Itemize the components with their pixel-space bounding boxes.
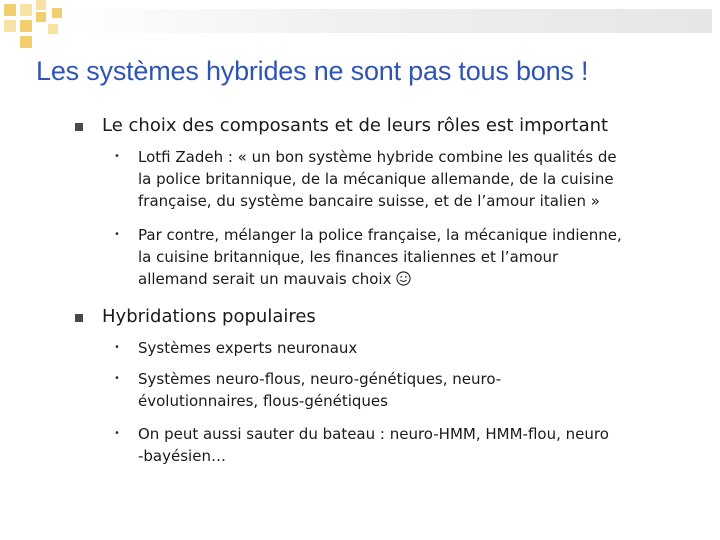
list-item-line bbox=[138, 268, 678, 290]
list-item-line: française, du système bancaire suisse, et de l’amour italien » bbox=[138, 192, 600, 210]
deco-square bbox=[20, 36, 32, 48]
section-heading: Le choix des composants et de leurs rôles est important bbox=[102, 115, 609, 136]
header-decoration bbox=[0, 0, 720, 60]
list-item-line: -bayésien… bbox=[138, 447, 226, 465]
bullet-square-icon bbox=[75, 123, 83, 131]
list-item-line: On peut aussi sauter du bateau : neuro-HMM, HMM-flou, neuro bbox=[138, 425, 609, 443]
bullet-square-icon bbox=[75, 314, 83, 322]
slide-title: Les systèmes hybrides ne sont pas tous bons ! bbox=[36, 56, 589, 86]
deco-square bbox=[4, 4, 16, 16]
list-item-line: Lotfi Zadeh : « un bon système hybride combine les qualités de bbox=[138, 148, 617, 166]
list-item-line: Systèmes neuro-flous, neuro-génétiques, neuro- bbox=[138, 370, 502, 388]
deco-square bbox=[36, 12, 46, 22]
list-item-line: la cuisine britannique, les finances italiennes et l’amour bbox=[138, 248, 559, 266]
bullet-dot-icon: • bbox=[114, 342, 120, 353]
section-heading: Hybridations populaires bbox=[102, 306, 316, 327]
deco-square bbox=[20, 4, 32, 16]
list-item-line: la police britannique, de la mécanique allemande, de la cuisine bbox=[138, 170, 614, 188]
bullet-dot-icon: • bbox=[114, 151, 120, 162]
bullet-dot-icon: • bbox=[114, 373, 120, 384]
list-item-line: Par contre, mélanger la police française, la mécanique indienne, bbox=[138, 226, 622, 244]
bullet-dot-icon: • bbox=[114, 428, 120, 439]
smiley-icon bbox=[396, 271, 411, 286]
list-item bbox=[138, 368, 678, 412]
deco-square bbox=[52, 8, 62, 18]
list-item bbox=[138, 337, 678, 359]
deco-square bbox=[36, 0, 46, 10]
list-item-line-text: allemand serait un mauvais choix bbox=[138, 270, 392, 288]
list-item bbox=[138, 224, 678, 290]
bullet-dot-icon: • bbox=[114, 229, 120, 240]
header-gradient-bar bbox=[62, 9, 712, 33]
list-item bbox=[138, 146, 678, 212]
list-item-line: évolutionnaires, flous-génétiques bbox=[138, 392, 388, 410]
deco-square bbox=[48, 24, 58, 34]
list-item-line: Systèmes experts neuronaux bbox=[138, 339, 358, 357]
deco-square bbox=[4, 20, 16, 32]
deco-square bbox=[20, 20, 32, 32]
list-item bbox=[138, 423, 678, 467]
